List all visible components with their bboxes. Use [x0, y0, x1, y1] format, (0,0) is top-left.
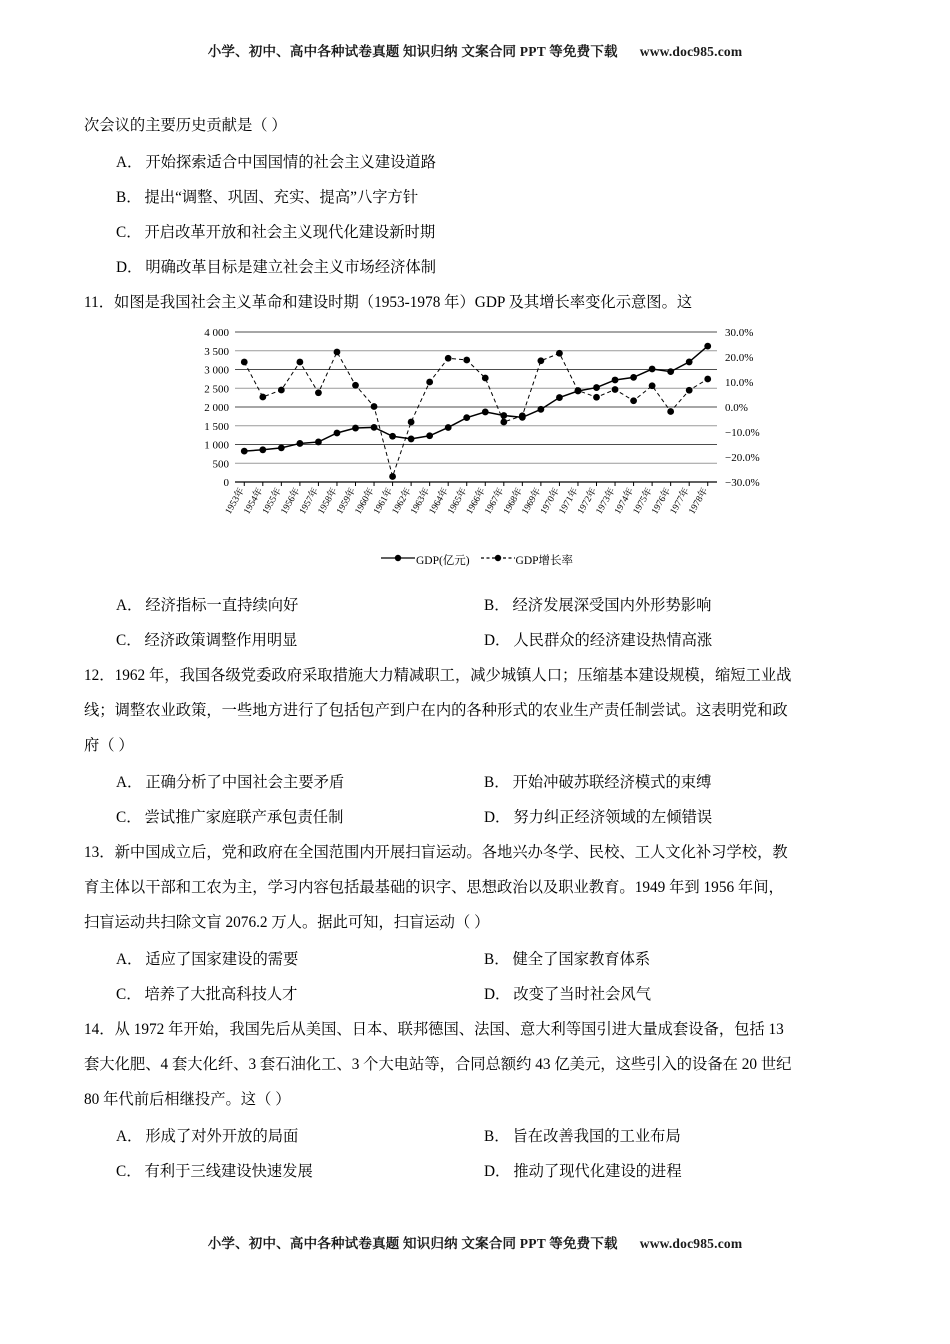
- gdp-point: [612, 377, 619, 384]
- q10-option-b: [84, 180, 870, 215]
- growth-rate-point: [241, 359, 248, 366]
- header-url: www.doc985.com: [639, 44, 743, 59]
- page-footer: [0, 1232, 950, 1252]
- growth-rate-point: [612, 386, 619, 393]
- right-axis-tick: 30.0%: [725, 327, 754, 339]
- x-axis-tick-label: 1971年: [557, 486, 581, 517]
- left-axis-tick: 2 500: [204, 383, 229, 396]
- chart-svg: [177, 324, 777, 556]
- q10-option-d-label: D．: [116, 259, 143, 276]
- growth-rate-point: [556, 350, 563, 357]
- q13-option-c-label: C．: [116, 986, 142, 1003]
- right-axis-tick: 10.0%: [725, 377, 754, 389]
- right-axis-tick: −10.0%: [725, 427, 760, 439]
- q14-option-b-label: B．: [484, 1128, 510, 1145]
- growth-rate-point: [649, 382, 656, 389]
- q14-option-a-text: 形成了对外开放的局面: [145, 1128, 299, 1145]
- q13-option-a-text: 适应了国家建设的需要: [145, 951, 299, 968]
- x-axis-tick-label: 1955年: [261, 486, 284, 517]
- growth-rate-point: [389, 473, 396, 480]
- q11-option-c-text: 经济政策调整作用明显: [144, 632, 298, 649]
- gdp-point: [445, 424, 452, 431]
- x-axis-tick-label: 1977年: [668, 486, 692, 517]
- growth-rate-point: [352, 382, 359, 389]
- x-axis-tick-label: 1962年: [390, 486, 414, 517]
- legend-item-gdp: [381, 552, 470, 568]
- x-axis-tick-label: 1969年: [520, 486, 544, 517]
- legend-dashed-line-icon: [481, 553, 515, 563]
- growth-rate-point: [315, 389, 322, 396]
- q12-stem-line-2: 线；调整农业政策，一些地方进行了包括包产到户在内的各种形式的农业生产责任制尝试。这表明党和政: [84, 702, 788, 719]
- q14-options-row-2: [84, 1154, 870, 1189]
- gdp-point: [408, 436, 415, 443]
- q13-option-b-label: B．: [484, 951, 510, 968]
- q14-option-c: [84, 1154, 456, 1189]
- gdp-point: [334, 430, 341, 437]
- gdp-point: [630, 374, 637, 381]
- q13-option-d-text: 改变了当时社会风气: [513, 986, 652, 1003]
- x-axis-tick-label: 1959年: [335, 486, 359, 517]
- right-axis-tick: −20.0%: [725, 452, 760, 464]
- q13-options-row-2: [84, 977, 870, 1012]
- footer-url: www.doc985.com: [639, 1236, 743, 1251]
- q13-option-c: [84, 977, 456, 1012]
- q10-option-c-text: 开启改革开放和社会主义现代化建设新时期: [144, 224, 436, 241]
- gdp-point: [389, 433, 396, 440]
- q10-option-d-text: 明确改革目标是建立社会主义市场经济体制: [145, 259, 437, 276]
- growth-rate-point: [519, 412, 526, 419]
- q11-option-d: [456, 623, 870, 658]
- growth-rate-point: [704, 376, 711, 383]
- q11-option-a: [84, 588, 456, 623]
- q11-option-a-text: 经济指标一直持续向好: [145, 597, 299, 614]
- x-axis-tick-label: 1953年: [223, 486, 247, 517]
- q12-options-row-1: [84, 765, 870, 800]
- growth-rate-point: [426, 379, 433, 386]
- q13-option-b-text: 健全了国家教育体系: [512, 951, 651, 968]
- q12-option-a-label: A．: [116, 774, 143, 791]
- q11-option-d-label: D．: [484, 632, 511, 649]
- q12-option-a-text: 正确分析了中国社会主要矛盾: [145, 774, 345, 791]
- left-axis-tick: 1 500: [204, 420, 229, 433]
- q10-option-c-label: C．: [116, 224, 142, 241]
- q10-option-b-text: 提出“调整、巩固、充实、提高”八字方针: [144, 189, 419, 206]
- growth-rate-point: [463, 357, 470, 364]
- q11-option-c: [84, 623, 456, 658]
- q12-option-b-text: 开始冲破苏联经济模式的束缚: [512, 774, 712, 791]
- gdp-point: [241, 448, 248, 455]
- growth-rate-point: [593, 394, 600, 401]
- chart-legend: [84, 552, 870, 568]
- gdp-point: [352, 425, 359, 432]
- growth-rate-point: [334, 349, 341, 356]
- gdp-point: [500, 412, 507, 419]
- x-axis-tick-label: 1958年: [316, 486, 340, 517]
- growth-rate-point: [408, 419, 415, 426]
- q13-option-b: [456, 942, 870, 977]
- q12-option-c-label: C．: [116, 809, 142, 826]
- q13-option-d: [456, 977, 870, 1012]
- q11-option-c-label: C．: [116, 632, 142, 649]
- header-text: 小学、初中、高中各种试卷真题 知识归纳 文案合同 PPT 等免费下载: [207, 44, 618, 59]
- q13-stem-line-1: 13．新中国成立后，党和政府在全国范围内开展扫盲运动。各地兴办冬学、民校、工人文化补习学校，教: [84, 844, 788, 861]
- gdp-point: [296, 440, 303, 447]
- gdp-point: [667, 368, 674, 375]
- growth-rate-point: [575, 387, 582, 394]
- q12-option-c-text: 尝试推广家庭联产承包责任制: [144, 809, 344, 826]
- q14-option-a: [84, 1119, 456, 1154]
- q12-stem-line-3: 府（ ）: [84, 737, 134, 754]
- q10-option-b-label: B．: [116, 189, 142, 206]
- x-axis-tick-label: 1965年: [446, 486, 470, 517]
- q13-option-c-text: 培养了大批高科技人才: [144, 986, 298, 1003]
- growth-rate-point: [537, 357, 544, 364]
- growth-rate-point: [278, 387, 285, 394]
- q12-option-b: [456, 765, 870, 800]
- left-axis-tick: 3 500: [204, 345, 229, 358]
- left-axis-tick: 500: [212, 458, 229, 471]
- q12-option-a: [84, 765, 456, 800]
- growth-rate-point: [259, 394, 266, 401]
- legend-label-growth: GDP增长率: [515, 555, 574, 567]
- q13-option-a-label: A．: [116, 951, 143, 968]
- gdp-point: [426, 432, 433, 439]
- growth-rate-point: [482, 375, 489, 382]
- gdp-point: [704, 343, 711, 350]
- gdp-point: [686, 359, 693, 366]
- gdp-point: [315, 439, 322, 446]
- q12-option-b-label: B．: [484, 774, 510, 791]
- q14-option-d-label: D．: [484, 1163, 511, 1180]
- q14-option-b-text: 旨在改善我国的工业布局: [512, 1128, 681, 1145]
- gdp-point: [537, 406, 544, 413]
- q13-stem-line-2: 育主体以干部和工农为主，学习内容包括最基础的识字、思想政治以及职业教育。1949 年到 1956 年间，: [84, 879, 784, 896]
- growth-rate-point: [500, 419, 507, 426]
- gdp-point: [278, 444, 285, 451]
- x-axis-tick-label: 1966年: [464, 486, 488, 517]
- x-axis-tick-label: 1976年: [650, 486, 674, 517]
- right-axis-tick: 0.0%: [725, 402, 748, 414]
- q12-option-c: [84, 800, 456, 835]
- q10-option-c: [84, 215, 870, 250]
- q11-option-d-text: 人民群众的经济建设热情高涨: [513, 632, 713, 649]
- x-axis-tick-label: 1954年: [242, 486, 266, 517]
- gdp-point: [259, 446, 266, 453]
- legend-item-growth: [481, 552, 574, 568]
- q13-stem-line-3: 扫盲运动共扫除文盲 2076.2 万人。据此可知，扫盲运动（ ）: [84, 914, 490, 931]
- gdp-point: [463, 414, 470, 421]
- growth-rate-point: [371, 403, 378, 410]
- q12-options-row-2: [84, 800, 870, 835]
- q13-option-d-label: D．: [484, 986, 511, 1003]
- q14-option-b: [456, 1119, 870, 1154]
- x-axis-tick-label: 1974年: [613, 486, 637, 517]
- x-axis-tick-label: 1960年: [353, 486, 377, 517]
- gdp-point: [649, 366, 656, 373]
- q14-option-d: [456, 1154, 870, 1189]
- x-axis-tick-label: 1964年: [427, 486, 451, 517]
- q12-stem-line-1: 12．1962 年，我国各级党委政府采取措施大力精减职工，减少城镇人口；压缩基本建设规模，缩短工业战: [84, 667, 792, 684]
- left-axis-tick: 3 000: [204, 364, 229, 377]
- x-axis-tick-label: 1975年: [631, 486, 655, 517]
- page-header: [0, 40, 950, 60]
- q11-option-b: [456, 588, 870, 623]
- q14-option-d-text: 推动了现代化建设的进程: [513, 1163, 682, 1180]
- gdp-point: [556, 394, 563, 401]
- x-axis-tick-label: 1957年: [298, 486, 322, 517]
- q12-option-d-text: 努力纠正经济领域的左倾错误: [513, 809, 713, 826]
- x-axis-tick-label: 1978年: [687, 486, 711, 517]
- q13-options-row-1: [84, 942, 870, 977]
- q12-option-d: [456, 800, 870, 835]
- x-axis-tick-label: 1968年: [502, 486, 525, 517]
- left-axis-tick: 4 000: [204, 327, 229, 339]
- legend-label-gdp: GDP(亿元): [415, 555, 470, 567]
- left-axis-tick: 1 000: [204, 439, 229, 452]
- growth-rate-point: [667, 408, 674, 415]
- q10-stem: 次会议的主要历史贡献是（ ）: [84, 117, 287, 134]
- q11-option-b-label: B．: [484, 597, 510, 614]
- left-axis-tick: 0: [223, 477, 229, 489]
- q14-stem-line-3: 80 年代前后相继投产。这（ ）: [84, 1091, 291, 1108]
- q12-option-d-label: D．: [484, 809, 511, 826]
- x-axis-tick-label: 1967年: [483, 486, 507, 517]
- growth-rate-point: [686, 387, 693, 394]
- footer-text: 小学、初中、高中各种试卷真题 知识归纳 文案合同 PPT 等免费下载: [207, 1236, 618, 1251]
- q10-option-a-text: 开始探索适合中国国情的社会主义建设道路: [145, 154, 437, 171]
- q14-stem-line-2: 套大化肥、4 套大化纤、3 套石油化工、3 个大电站等，合同总额约 43 亿美元，这些引入的设备在 20 世纪: [84, 1056, 792, 1073]
- q14-option-c-text: 有利于三线建设快速发展: [144, 1163, 313, 1180]
- q11-option-b-text: 经济发展深受国内外形势影响: [512, 597, 712, 614]
- q14-options-row-1: [84, 1119, 870, 1154]
- growth-rate-point: [296, 359, 303, 366]
- q14-option-c-label: C．: [116, 1163, 142, 1180]
- growth-rate-point: [445, 355, 452, 362]
- x-axis-tick-label: 1956年: [279, 486, 303, 517]
- legend-solid-line-icon: [381, 553, 415, 563]
- q10-option-a: [84, 145, 870, 180]
- gdp-point: [593, 384, 600, 391]
- q10-option-d: [84, 250, 870, 285]
- q14-option-a-label: A．: [116, 1128, 143, 1145]
- right-axis-tick: −30.0%: [725, 477, 760, 489]
- q14-stem-line-1: 14．从 1972 年开始，我国先后从美国、日本、联邦德国、法国、意大利等国引进大量成套设备，包括 13: [84, 1021, 784, 1038]
- gdp-point: [371, 424, 378, 431]
- gdp-line: [244, 346, 707, 451]
- left-axis-tick: 2 000: [204, 402, 229, 414]
- q11-stem: 11．如图是我国社会主义革命和建设时期（1953-1978 年）GDP 及其增长率变化示意图。这: [84, 294, 693, 311]
- q11-option-a-label: A．: [116, 597, 143, 614]
- q13-option-a: [84, 942, 456, 977]
- document-body: [84, 108, 870, 1189]
- right-axis-tick: 20.0%: [725, 352, 754, 364]
- x-axis-tick-label: 1973年: [594, 486, 618, 517]
- x-axis-tick-label: 1972年: [576, 486, 600, 517]
- q11-options-row-2: [84, 623, 870, 658]
- gdp-growth-chart: [84, 324, 870, 586]
- x-axis-tick-label: 1970年: [539, 486, 563, 517]
- q10-option-a-label: A．: [116, 154, 143, 171]
- x-axis-tick-label: 1963年: [409, 486, 433, 517]
- x-axis-tick-label: 1961年: [372, 486, 396, 517]
- growth-rate-point: [630, 397, 637, 404]
- gdp-point: [482, 409, 489, 416]
- q11-options-row-1: [84, 588, 870, 623]
